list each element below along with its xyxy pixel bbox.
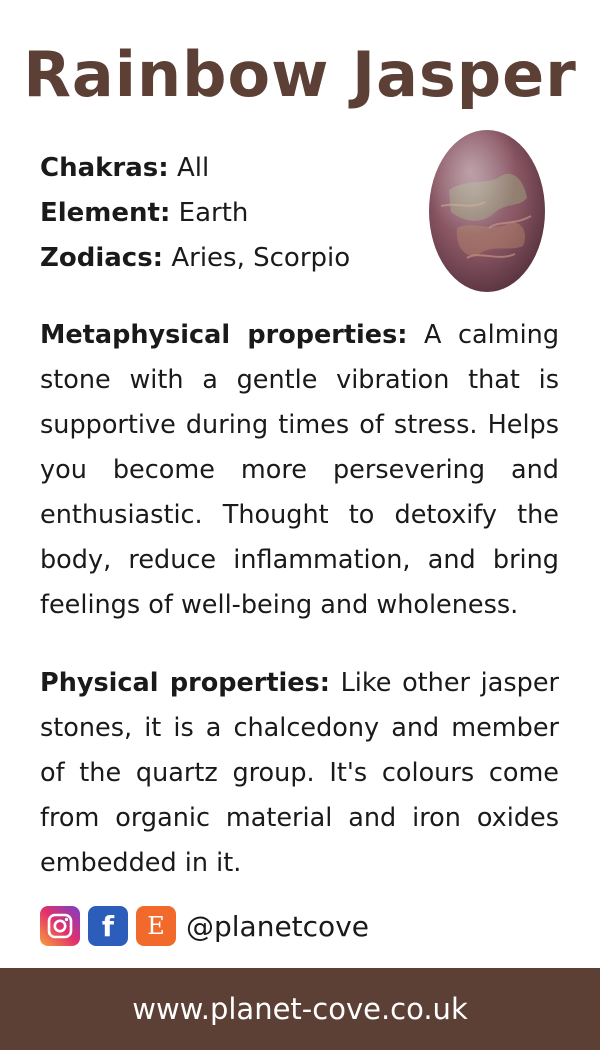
- zodiacs-label: Zodiacs:: [40, 243, 164, 273]
- instagram-icon[interactable]: [40, 906, 80, 946]
- metaphysical-properties: [40, 313, 559, 628]
- website-url[interactable]: www.planet-cove.co.uk: [132, 992, 468, 1026]
- metaphysical-label: Metaphysical properties:: [40, 320, 408, 350]
- chakras-label: Chakras:: [40, 153, 169, 183]
- physical-label: Physical properties:: [40, 668, 330, 698]
- element-row: [40, 191, 350, 236]
- footer-bar: [0, 968, 600, 1050]
- element-label: Element:: [40, 198, 171, 228]
- page-title: Rainbow Jasper: [23, 38, 577, 111]
- stone-attributes: [40, 146, 350, 281]
- metaphysical-text: A calming stone with a gentle vibration that is supportive during times of stress. Helps you become more persevering and enthusiastic. Thought to detoxify the body, reduce inflammation, and bring feelings of well-being and wholeness.: [40, 320, 560, 620]
- facebook-icon[interactable]: f: [88, 906, 128, 946]
- chakras-value: All: [176, 153, 210, 183]
- element-value: Earth: [178, 198, 249, 228]
- zodiacs-value: Aries, Scorpio: [171, 243, 351, 273]
- social-links: [40, 906, 369, 946]
- zodiacs-row: [40, 236, 350, 281]
- rainbow-jasper-stone-image: [427, 128, 547, 294]
- instagram-glyph: [46, 912, 74, 940]
- physical-properties: [40, 661, 559, 886]
- physical-text: Like other jasper stones, it is a chalcedony and member of the quartz group. It's colours come from organic material and iron oxides embedded in it.: [40, 668, 560, 878]
- chakras-row: [40, 146, 350, 191]
- etsy-icon[interactable]: E: [136, 906, 176, 946]
- social-handle: @planetcove: [186, 909, 369, 943]
